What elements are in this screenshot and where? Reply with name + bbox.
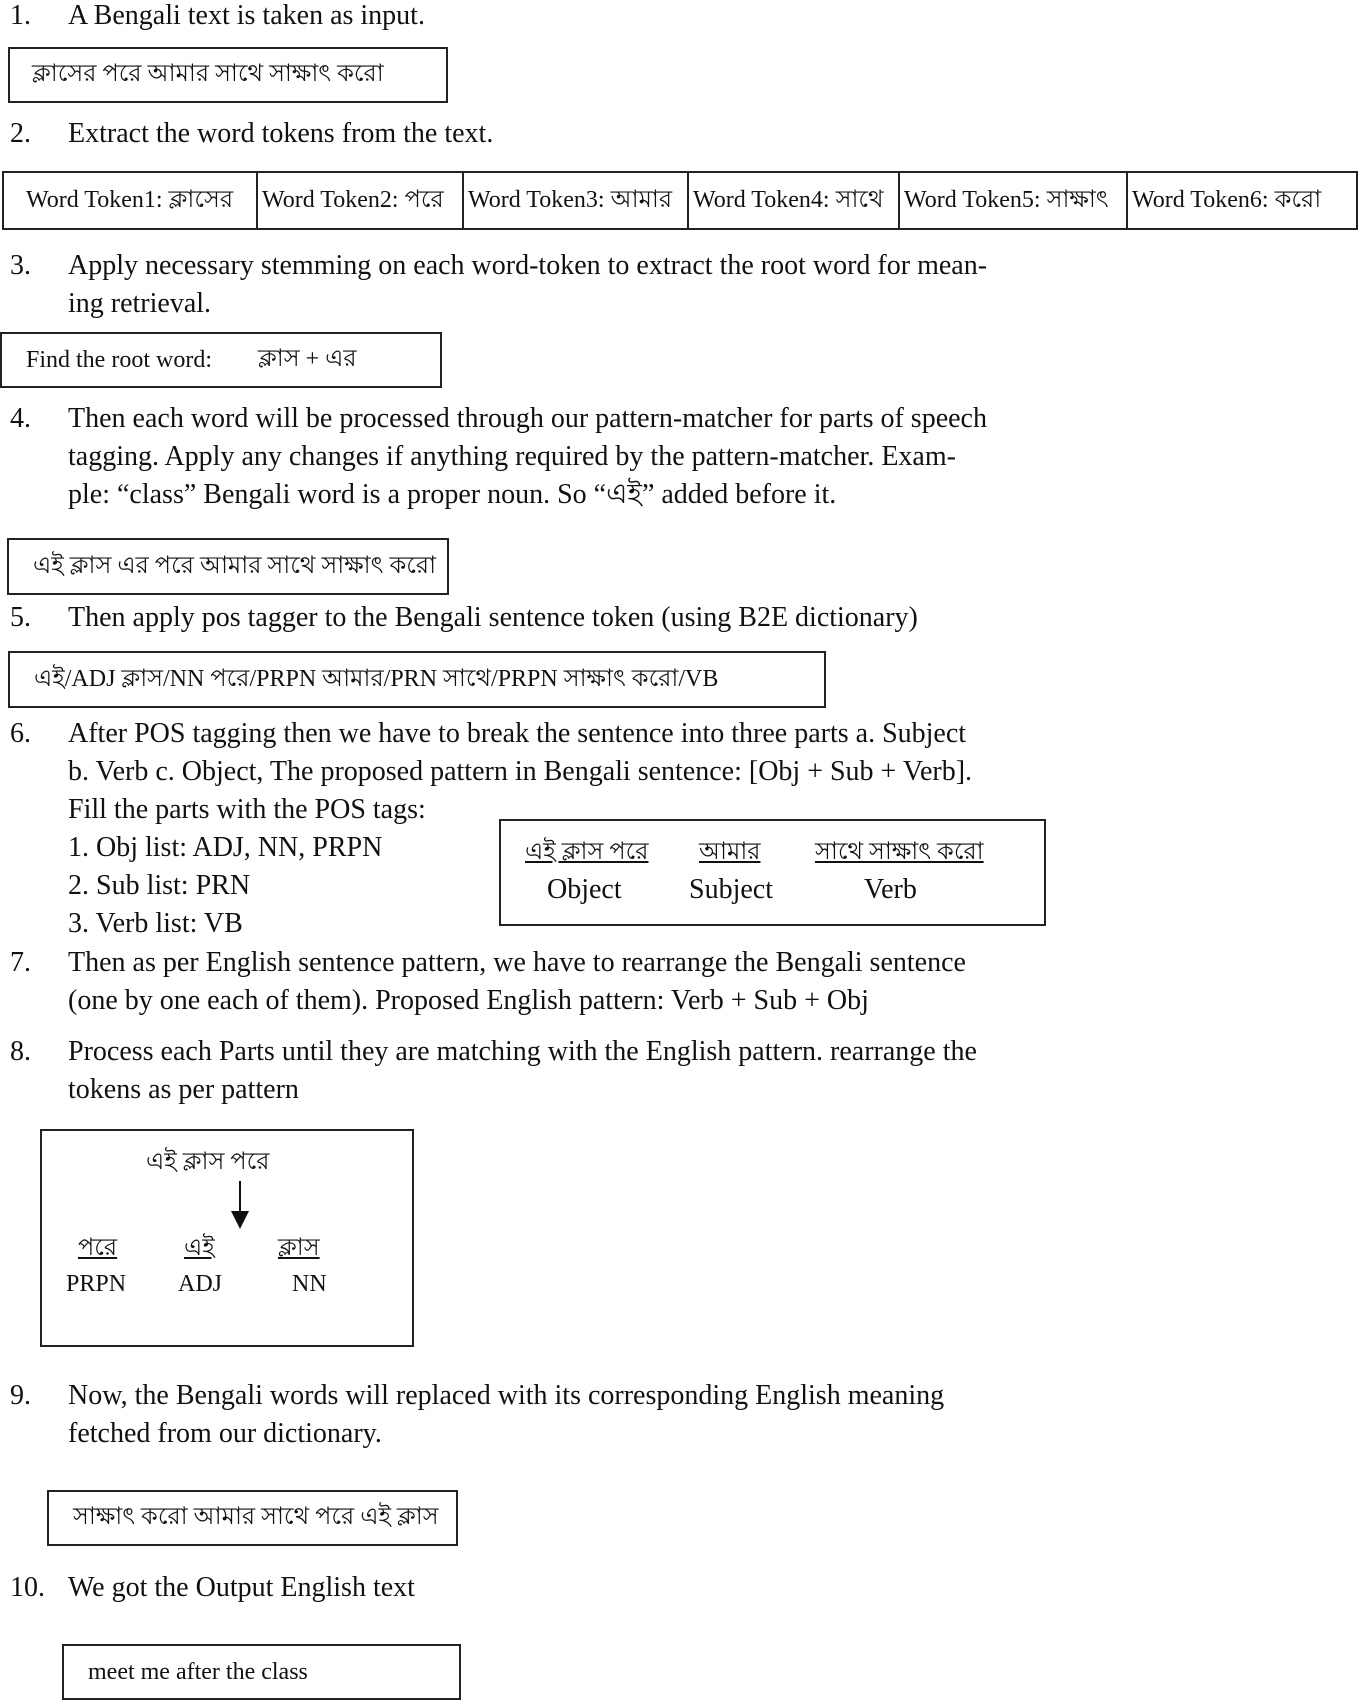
step-number: 9. (10, 1380, 31, 1411)
input-text: ক্লাসের পরে আমার সাথে সাক্ষাৎ করো (32, 61, 384, 87)
step-text-line: ple: “class” Bengali word is a proper noun. So “এই” added before it. (68, 479, 837, 510)
step-text-line: After POS tagging then we have to break the sentence into three parts a. Subject (68, 718, 967, 749)
replaced-text: সাক্ষাৎ করো আমার সাথে পরে এই ক্লাস (73, 1504, 439, 1530)
rearranged-tag-2: ADJ (178, 1271, 223, 1297)
pattern-matcher-output-box (7, 538, 449, 595)
obj-list: 1. Obj list: ADJ, NN, PRPN (68, 832, 383, 863)
step-number: 6. (10, 718, 31, 749)
step-text: Extract the word tokens from the text. (68, 118, 494, 149)
rearranged-tag-3: NN (292, 1271, 327, 1297)
object-label: Object (547, 874, 622, 905)
root-word-label: Find the root word: (26, 346, 212, 373)
step-number: 10. (10, 1572, 45, 1603)
pattern-matcher-output: এই ক্লাস এর পরে আমার সাথে সাক্ষাৎ করো (33, 552, 437, 579)
input-text-box (8, 47, 448, 103)
root-word-box (0, 332, 442, 388)
word-token-cell: Word Token4: সাথে (687, 173, 898, 228)
step-number: 4. (10, 403, 31, 434)
output-text-box (62, 1644, 461, 1700)
step-text: We got the Output English text (68, 1572, 415, 1603)
verb-list: 3. Verb list: VB (68, 908, 243, 939)
sentence-parts-box (499, 819, 1046, 926)
rearrange-source: এই ক্লাস পরে (146, 1149, 270, 1175)
step-text-line: tokens as per pattern (68, 1074, 299, 1105)
pos-tagger-output-box (8, 651, 826, 708)
step-text-line: Apply necessary stemming on each word-token to extract the root word for mean- (68, 250, 988, 281)
rearrange-box (40, 1129, 414, 1347)
rearranged-word-1: পরে (78, 1235, 118, 1261)
word-token-cell: Word Token6: করো (1126, 173, 1356, 228)
step-text: A Bengali text is taken as input. (68, 0, 425, 31)
step-number: 2. (10, 118, 31, 149)
step-number: 5. (10, 602, 31, 633)
step-text-line: Then each word will be processed through our pattern-matcher for parts of speech (68, 403, 987, 434)
step-text-line: Then as per English sentence pattern, we have to rearrange the Bengali sentence (68, 947, 966, 978)
rearranged-word-3: ক্লাস (278, 1235, 320, 1261)
step-text: Then apply pos tagger to the Bengali sentence token (using B2E dictionary) (68, 602, 918, 633)
sub-list: 2. Sub list: PRN (68, 870, 251, 901)
rearranged-tag-1: PRPN (66, 1271, 127, 1297)
word-token-cell: Word Token1: ক্লাসের (26, 186, 234, 213)
verb-label: Verb (864, 874, 917, 905)
word-token-row (2, 171, 1358, 230)
output-text: meet me after the class (88, 1658, 308, 1685)
step-number: 8. (10, 1036, 31, 1067)
root-word-value: ক্লাস + এর (258, 346, 357, 372)
step-text-line: Fill the parts with the POS tags: (68, 794, 426, 825)
step-number: 3. (10, 250, 31, 281)
word-token-cell: Word Token5: সাক্ষাৎ (898, 173, 1126, 228)
subject-label: Subject (689, 874, 773, 905)
step-text-line: fetched from our dictionary. (68, 1418, 382, 1449)
step-number: 1. (10, 0, 31, 31)
step-text-line: Process each Parts until they are matching with the English pattern. rearrange the (68, 1036, 977, 1067)
replaced-text-box (47, 1490, 458, 1546)
word-token-cell: Word Token2: পরে (256, 173, 462, 228)
down-arrow-icon (228, 1181, 252, 1231)
word-token-cell: Word Token3: আমার (462, 173, 687, 228)
rearranged-word-2: এই (184, 1235, 215, 1261)
step-text-line: Now, the Bengali words will replaced with its corresponding English meaning (68, 1380, 945, 1411)
step-text-line: ing retrieval. (68, 288, 212, 319)
object-bengali: এই ক্লাস পরে (525, 839, 649, 865)
verb-bengali: সাথে সাক্ষাৎ করো (815, 839, 984, 865)
pos-tagger-output: এই/ADJ ক্লাস/NN পরে/PRPN আমার/PRN সাথে/PRPN সাক্ষাৎ করো/VB (34, 665, 719, 692)
step-text-line: (one by one each of them). Proposed English pattern: Verb + Sub + Obj (68, 985, 869, 1016)
step-text-line: b. Verb c. Object, The proposed pattern in Bengali sentence: [Obj + Sub + Verb]. (68, 756, 973, 787)
step-number: 7. (10, 947, 31, 978)
subject-bengali: আমার (699, 839, 761, 865)
step-text-line: tagging. Apply any changes if anything required by the pattern-matcher. Exam- (68, 441, 956, 472)
